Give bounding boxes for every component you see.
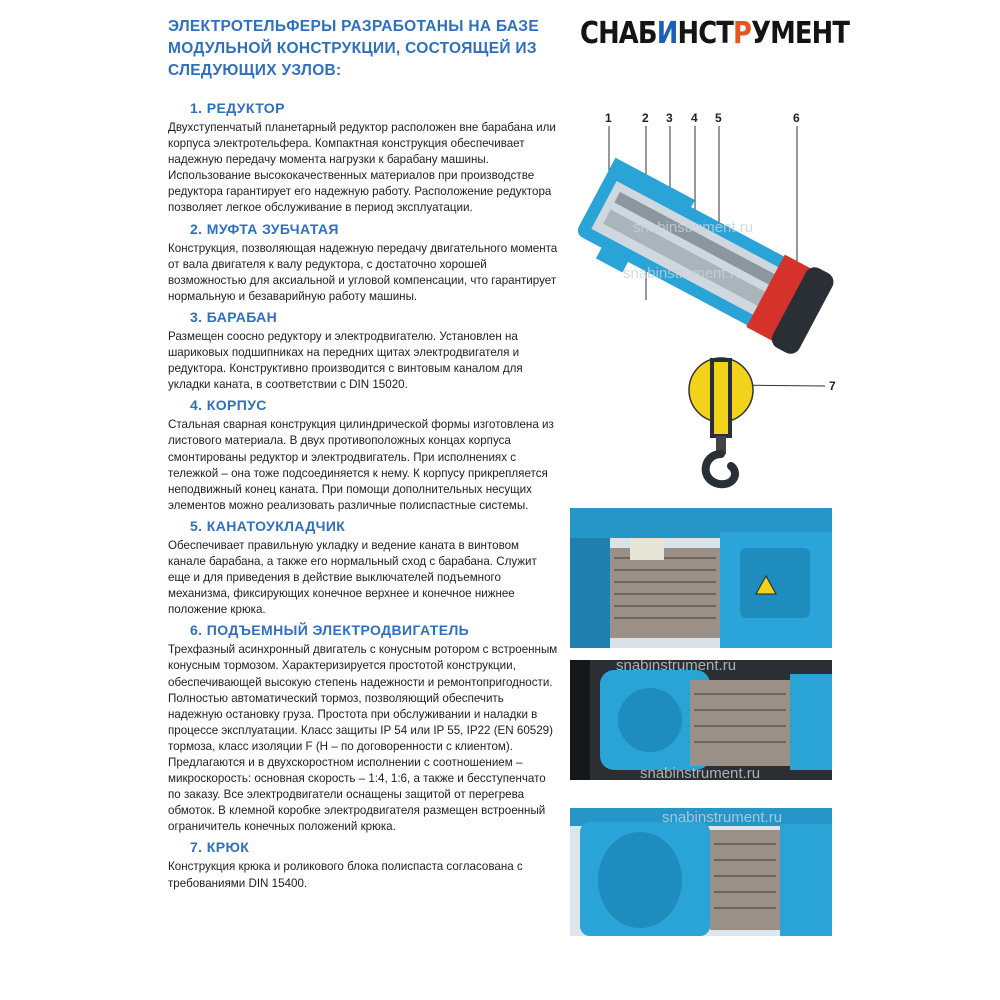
watermark: snabinstrument.ru: [662, 809, 783, 826]
brand-part-3: НСТ: [677, 16, 734, 51]
section-title: 6. ПОДЪЕМНЫЙ ЭЛЕКТРОДВИГАТЕЛЬ: [190, 622, 470, 639]
brand-part-1: СНАБ: [580, 16, 657, 51]
page-headline: ЭЛЕКТРОТЕЛЬФЕРЫ РАЗРАБОТАНЫ НА БАЗЕ МОДУЛЬНОЙ КОНСТРУКЦИИ, СОСТОЯЩЕЙ ИЗ СЛЕДУЮЩИХ УЗЛОВ:: [168, 18, 539, 79]
callout-1: 1: [605, 111, 612, 125]
section-body: Конструкция крюка и роликового блока полиспаста согласована с требованиями DIN 15400.: [168, 860, 523, 890]
hoist-body: [569, 158, 838, 363]
callout-5: 5: [715, 111, 722, 125]
section-coupling: [168, 217, 560, 305]
section-body: Размещен соосно редуктору и электродвигателю. Установлен на шариковых подшипниках на передних щитах электродвигателя и редуктора. Конструктивно производится с винтовым каналом для укладки каната, в соответствии с DIN 15020.: [168, 329, 523, 392]
section-reductor: [168, 96, 560, 217]
section-body: Двухступенчатый планетарный редуктор расположен вне барабана или корпуса электротельфера. Компактная конструкция обеспечивает надежную передачу момента нагрузки к барабану машины. Использование высококачественных материалов при производстве редуктора гарантирует его надежную работу. Расположение редуктора позволяет легкое обслуживание в период эксплуатации.: [168, 121, 556, 215]
sections-column: [168, 96, 560, 892]
section-title: 7. КРЮК: [190, 839, 250, 856]
section-title: 3. БАРАБАН: [190, 308, 278, 325]
hoist-photo-3: [570, 808, 832, 936]
hoist-photo-drawing: [570, 508, 832, 648]
hoist-cutaway-diagram: [563, 100, 843, 495]
section-body: Конструкция, позволяющая надежную передачу двигательного момента от вала двигателя к валу редуктора, с достаточно хорошей возможностью для аксиальной и угловой компенсации, что гарантирует нормальную и безаварийную работу машины.: [168, 241, 558, 303]
watermark: snabinstrument.ru: [633, 219, 754, 236]
watermark: snabinstrument.ru: [623, 265, 744, 282]
hoist-photo-1: [570, 508, 832, 648]
callout-3: 3: [666, 111, 673, 125]
section-housing: [168, 393, 560, 514]
brand-logo: [580, 16, 849, 51]
section-title: 4. КОРПУС: [190, 397, 267, 414]
section-body: Стальная сварная конструкция цилиндрической формы изготовлена из листового материала. В двух противоположных концах корпуса смонтированы редуктор и электродвигатель. При исполнениях с тележкой – она тоже подсоединяется к нему. К корпусу прикрепляется неподвижный конец каната. При помощи дополнительных несущих элементов можно реализовать различные полиспастные системы.: [168, 418, 554, 512]
section-title: 2. МУФТА ЗУБЧАТАЯ: [190, 220, 339, 237]
hook-block: [689, 358, 753, 484]
hoist-photo-drawing: [570, 660, 832, 780]
section-title: 5. КАНАТОУКЛАДЧИК: [190, 517, 346, 534]
section-rope-guide: [168, 514, 560, 618]
section-drum: [168, 305, 560, 393]
hoist-photo-drawing: [570, 808, 832, 936]
brand-part-4: Р: [733, 16, 752, 51]
watermark: snabinstrument.ru: [640, 765, 761, 780]
brand-part-5: УМЕНТ: [751, 16, 850, 51]
callout-2: 2: [642, 111, 649, 125]
hoist-photo-2: [570, 660, 832, 780]
callout-6: 6: [793, 111, 800, 125]
brand-part-2: И: [656, 16, 678, 51]
watermark: snabinstrument.ru: [616, 660, 737, 674]
section-body: Обеспечивает правильную укладку и ведение каната в винтовом канале барабана, а также его нормальный сход с барабана. Служит еще и для приведения в действие выключателей подъемного механизма, фиксирующих конечное верхнее и конечное нижнее положение крюка.: [168, 538, 537, 617]
section-hook: [168, 835, 560, 891]
callout-4: 4: [691, 111, 698, 125]
section-body: Трехфазный асинхронный двигатель с конусным ротором с встроенным конусным тормозом. Характеризируется простотой конструкции, обеспечивающей высокую степень надежности и ремонтопригодности. Полностью автоматический тормоз, позволяющий обеспечить надежную остановку груза. Простота при обслуживании и наладки в процессе эксплуатации. Класс защиты IP 54 или IP 55, IP22 (EN 60529) тормоза, класс изоляции F (H – по договоренности с клиентом). Предлагаются и в двухскоростном исполнении с соотношением – микроскорость: основная скорость – 1:4, 1:6, а также и бесступенчато по заказу. Все электродвигатели оснащены защитой от перегрева обмоток. В клемной коробке электродвигателя размещен встроенный ограничитель конечных положений крюка.: [168, 643, 558, 834]
callout-7: 7: [829, 379, 836, 393]
section-motor: [168, 618, 560, 835]
section-title: 1. РЕДУКТОР: [190, 100, 285, 116]
